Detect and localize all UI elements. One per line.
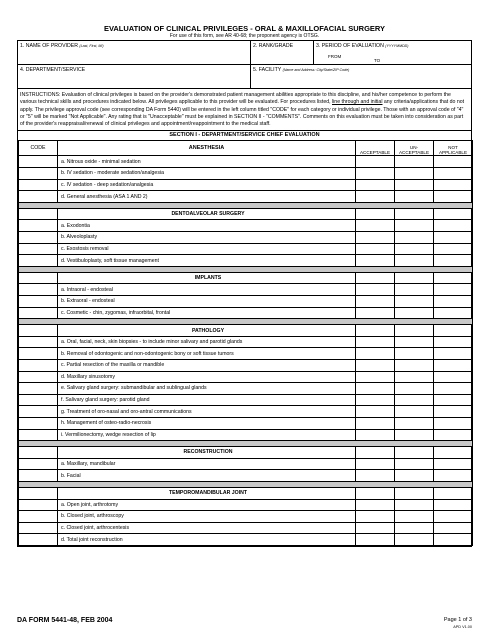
code-cell[interactable]: [19, 168, 58, 180]
acceptable-checkbox[interactable]: [356, 487, 395, 499]
not-applicable-checkbox[interactable]: [434, 232, 473, 244]
privilege-row: [19, 243, 473, 255]
acceptable-checkbox[interactable]: [356, 325, 395, 337]
code-cell[interactable]: [19, 348, 58, 360]
unacceptable-checkbox[interactable]: [395, 447, 434, 459]
unacceptable-checkbox[interactable]: [395, 336, 434, 348]
unacceptable-checkbox[interactable]: [395, 284, 434, 296]
privilege-label: b. Closed joint, arthroscopy: [58, 511, 356, 523]
version-label: APD V1.00: [453, 625, 472, 629]
not-applicable-checkbox[interactable]: [434, 487, 473, 499]
not-applicable-checkbox[interactable]: [434, 383, 473, 395]
acceptable-checkbox[interactable]: [356, 394, 395, 406]
privilege-row: [19, 255, 473, 267]
privilege-label: a. Oral, facial, neck, skin biopsies - to include minor salivary and parotid glands: [58, 336, 356, 348]
acceptable-checkbox[interactable]: [356, 284, 395, 296]
acceptable-checkbox[interactable]: [356, 417, 395, 429]
privilege-row: [19, 232, 473, 244]
unacceptable-checkbox[interactable]: [395, 348, 434, 360]
form-page: [17, 25, 472, 547]
not-applicable-checkbox[interactable]: [434, 429, 473, 441]
acceptable-checkbox[interactable]: [356, 371, 395, 383]
not-applicable-checkbox[interactable]: [434, 522, 473, 534]
form-footer: [17, 617, 472, 629]
privilege-row: [19, 470, 473, 482]
acceptable-checkbox[interactable]: [356, 429, 395, 441]
unacceptable-checkbox[interactable]: [395, 534, 434, 546]
unacceptable-checkbox[interactable]: [395, 458, 434, 470]
category-header-row: [19, 447, 473, 459]
privilege-label: c. IV sedation - deep sedation/analgesia: [58, 179, 356, 191]
unacceptable-checkbox[interactable]: [395, 371, 434, 383]
category-code-cell[interactable]: [19, 325, 58, 337]
privilege-row: [19, 534, 473, 546]
privilege-label: d. Maxillary sinusotomy: [58, 371, 356, 383]
privilege-row: [19, 394, 473, 406]
unacceptable-checkbox[interactable]: [395, 499, 434, 511]
not-applicable-checkbox[interactable]: [434, 255, 473, 267]
code-cell[interactable]: [19, 406, 58, 418]
acceptable-checkbox[interactable]: [356, 243, 395, 255]
category-header: RECONSTRUCTION: [58, 447, 356, 459]
privilege-label: a. Exodontia: [58, 220, 356, 232]
unacceptable-checkbox[interactable]: [395, 191, 434, 203]
unacceptable-checkbox[interactable]: [395, 255, 434, 267]
privilege-label: d. Total joint reconstruction: [58, 534, 356, 546]
not-applicable-checkbox[interactable]: [434, 447, 473, 459]
unacceptable-checkbox[interactable]: [395, 406, 434, 418]
privilege-label: b. Alveoloplasty: [58, 232, 356, 244]
code-cell[interactable]: [19, 255, 58, 267]
privilege-row: [19, 191, 473, 203]
not-applicable-checkbox[interactable]: [434, 243, 473, 255]
not-applicable-checkbox[interactable]: [434, 394, 473, 406]
unacceptable-checkbox[interactable]: [395, 156, 434, 168]
privilege-label: a. Open joint, arthrotomy: [58, 499, 356, 511]
privilege-label: c. Exostosis removal: [58, 243, 356, 255]
acceptable-checkbox[interactable]: [356, 179, 395, 191]
category-header: IMPLANTS: [58, 272, 356, 284]
acceptable-checkbox[interactable]: [356, 359, 395, 371]
privilege-label: b. Facial: [58, 470, 356, 482]
category-code-cell[interactable]: [19, 487, 58, 499]
code-cell[interactable]: [19, 534, 58, 546]
privilege-label: a. Nitrous oxide - minimal sedation: [58, 156, 356, 168]
code-cell[interactable]: [19, 511, 58, 523]
acceptable-checkbox[interactable]: [356, 296, 395, 308]
not-applicable-checkbox[interactable]: [434, 191, 473, 203]
code-cell[interactable]: [19, 191, 58, 203]
category-header: ANESTHESIA: [58, 141, 356, 156]
not-applicable-checkbox[interactable]: [434, 168, 473, 180]
unacceptable-checkbox[interactable]: [395, 208, 434, 220]
category-header-row: [19, 272, 473, 284]
category-code-cell[interactable]: [19, 447, 58, 459]
category-header: DENTOALVEOLAR SURGERY: [58, 208, 356, 220]
form-body: [17, 40, 472, 547]
acceptable-checkbox[interactable]: [356, 208, 395, 220]
acceptable-checkbox[interactable]: [356, 470, 395, 482]
unacceptable-checkbox[interactable]: [395, 179, 434, 191]
not-applicable-checkbox[interactable]: [434, 470, 473, 482]
unacceptable-checkbox[interactable]: [395, 243, 434, 255]
privilege-row: [19, 511, 473, 523]
privilege-row: [19, 383, 473, 395]
code-cell[interactable]: [19, 156, 58, 168]
code-cell[interactable]: [19, 383, 58, 395]
facility-field[interactable]: 5. FACILITY (Name and Address: City/State/ZIP Code): [253, 67, 350, 73]
category-code-cell[interactable]: [19, 272, 58, 284]
evaluation-period-field[interactable]: 3. PERIOD OF EVALUATION (YYYYMMDD) FROM TO: [316, 43, 409, 63]
privilege-label: d. Vestibuloplasty, soft tissue management: [58, 255, 356, 267]
code-cell[interactable]: [19, 284, 58, 296]
privilege-label: h. Management of osteo-radio-necrosis: [58, 417, 356, 429]
not-applicable-checkbox[interactable]: [434, 156, 473, 168]
code-cell[interactable]: [19, 522, 58, 534]
privilege-row: [19, 179, 473, 191]
category-header-row: [19, 487, 473, 499]
category-header: TEMPOROMANDIBULAR JOINT: [58, 487, 356, 499]
privilege-row: [19, 296, 473, 308]
acceptable-checkbox[interactable]: [356, 522, 395, 534]
code-cell[interactable]: [19, 417, 58, 429]
not-applicable-column-header: NOT APPLICABLE: [434, 141, 473, 156]
code-cell[interactable]: [19, 458, 58, 470]
privilege-row: [19, 336, 473, 348]
rank-grade-field[interactable]: 2. RANK/GRADE: [251, 41, 314, 64]
not-applicable-checkbox[interactable]: [434, 511, 473, 523]
acceptable-checkbox[interactable]: [356, 220, 395, 232]
not-applicable-checkbox[interactable]: [434, 417, 473, 429]
form-title: EVALUATION OF CLINICAL PRIVILEGES - ORAL & MAXILLOFACIAL SURGERY: [103, 24, 386, 33]
code-cell[interactable]: [19, 179, 58, 191]
not-applicable-checkbox[interactable]: [434, 348, 473, 360]
unacceptable-checkbox[interactable]: [395, 522, 434, 534]
code-cell[interactable]: [19, 296, 58, 308]
not-applicable-checkbox[interactable]: [434, 179, 473, 191]
privilege-row: [19, 168, 473, 180]
privilege-label: b. IV sedation - moderate sedation/analgesia: [58, 168, 356, 180]
privilege-row: [19, 284, 473, 296]
code-column-header: CODE: [19, 141, 58, 156]
not-applicable-checkbox[interactable]: [434, 325, 473, 337]
category-code-cell[interactable]: [19, 208, 58, 220]
not-applicable-checkbox[interactable]: [434, 458, 473, 470]
acceptable-checkbox[interactable]: [356, 255, 395, 267]
acceptable-checkbox[interactable]: [356, 191, 395, 203]
unacceptable-checkbox[interactable]: [395, 296, 434, 308]
unacceptable-checkbox[interactable]: [395, 511, 434, 523]
privilege-label: i. Vermilionectomy, wedge resection of lip: [58, 429, 356, 441]
unacceptable-checkbox[interactable]: [395, 307, 434, 319]
privilege-row: [19, 156, 473, 168]
code-cell[interactable]: [19, 499, 58, 511]
privilege-label: e. Salivary gland surgery: submandibular and sublingual glands: [58, 383, 356, 395]
code-cell[interactable]: [19, 220, 58, 232]
acceptable-checkbox[interactable]: [356, 458, 395, 470]
category-header-row: [19, 208, 473, 220]
acceptable-column-header: ACCEPTABLE: [356, 141, 395, 156]
privilege-label: a. Intraoral - endosteal: [58, 284, 356, 296]
privilege-label: d. General anesthesia (ASA 1 AND 2): [58, 191, 356, 203]
code-cell[interactable]: [19, 232, 58, 244]
privilege-row: [19, 348, 473, 360]
privilege-row: [19, 429, 473, 441]
unacceptable-checkbox[interactable]: [395, 325, 434, 337]
code-cell[interactable]: [19, 243, 58, 255]
form-subtitle: For use of this form, see AR 40-68; the proponent agency is OTSG.: [169, 33, 320, 39]
not-applicable-checkbox[interactable]: [434, 534, 473, 546]
unacceptable-checkbox[interactable]: [395, 383, 434, 395]
code-cell[interactable]: [19, 307, 58, 319]
acceptable-checkbox[interactable]: [356, 383, 395, 395]
not-applicable-checkbox[interactable]: [434, 406, 473, 418]
privilege-row: [19, 359, 473, 371]
unacceptable-checkbox[interactable]: [395, 470, 434, 482]
privilege-label: c. Partial resection of the maxilla or mandible: [58, 359, 356, 371]
unacceptable-checkbox[interactable]: [395, 417, 434, 429]
not-applicable-checkbox[interactable]: [434, 284, 473, 296]
not-applicable-checkbox[interactable]: [434, 371, 473, 383]
not-applicable-checkbox[interactable]: [434, 307, 473, 319]
not-applicable-checkbox[interactable]: [434, 220, 473, 232]
unacceptable-checkbox[interactable]: [395, 232, 434, 244]
not-applicable-checkbox[interactable]: [434, 499, 473, 511]
privilege-label: c. Cosmetic - chin, zygomas, infraorbital, frontal: [58, 307, 356, 319]
category-header: PATHOLOGY: [58, 325, 356, 337]
code-cell[interactable]: [19, 359, 58, 371]
acceptable-checkbox[interactable]: [356, 156, 395, 168]
not-applicable-checkbox[interactable]: [434, 359, 473, 371]
category-header-row: [19, 325, 473, 337]
acceptable-checkbox[interactable]: [356, 447, 395, 459]
acceptable-checkbox[interactable]: [356, 307, 395, 319]
code-cell[interactable]: [19, 429, 58, 441]
code-cell[interactable]: [19, 371, 58, 383]
privilege-label: c. Closed joint, arthrocentesis: [58, 522, 356, 534]
privilege-label: f. Salivary gland surgery: parotid gland: [58, 394, 356, 406]
acceptable-checkbox[interactable]: [356, 499, 395, 511]
not-applicable-checkbox[interactable]: [434, 208, 473, 220]
not-applicable-checkbox[interactable]: [434, 272, 473, 284]
evaluation-table: [18, 140, 473, 545]
acceptable-checkbox[interactable]: [356, 348, 395, 360]
provider-name-field[interactable]: 1. NAME OF PROVIDER (Last, First, MI): [18, 41, 251, 64]
unacceptable-checkbox[interactable]: [395, 429, 434, 441]
acceptable-checkbox[interactable]: [356, 406, 395, 418]
privilege-row: [19, 220, 473, 232]
unacceptable-checkbox[interactable]: [395, 359, 434, 371]
acceptable-checkbox[interactable]: [356, 232, 395, 244]
from-label: FROM: [328, 54, 342, 59]
unacceptable-column-header: UN-ACCEPTABLE: [395, 141, 434, 156]
unacceptable-checkbox[interactable]: [395, 168, 434, 180]
code-cell[interactable]: [19, 470, 58, 482]
privilege-row: [19, 406, 473, 418]
to-label: TO: [374, 58, 381, 63]
unacceptable-checkbox[interactable]: [395, 272, 434, 284]
section-1-title: SECTION I - DEPARTMENT/SERVICE CHIEF EVALUATION: [18, 130, 471, 140]
instructions: INSTRUCTIONS: Evaluation of clinical privileges is based on the provider's demonstrated patient management abilities appropriate to this discipline, and his/her competence to perform the various technical skills and procedures indicated below. All privileges applicable to this provider will be evaluated. For procedures listed, line through and initial any criteria/applications that do not apply. The privilege approval code (see corresponding DA Form 5440) will be entered in the left column titled "CODE" for each category or individual privilege. Those with an approval code of "4" or "5" will be marked "Not Applicable". Any rating that is "Unacceptable" must be explained in SECTION II - "COMMENTS". Comments on this evaluation must be taken into consideration as part of the provider's reappraisal/renewal of clinical privileges and appointment/reappointment to the medical staff.: [18, 88, 471, 130]
acceptable-checkbox[interactable]: [356, 534, 395, 546]
department-field[interactable]: 4. DEPARTMENT/SERVICE: [18, 65, 251, 88]
acceptable-checkbox[interactable]: [356, 336, 395, 348]
not-applicable-checkbox[interactable]: [434, 336, 473, 348]
acceptable-checkbox[interactable]: [356, 272, 395, 284]
privilege-label: b. Extraoral - endosteal: [58, 296, 356, 308]
privilege-label: g. Treatment of oro-nasal and oro-antral communications: [58, 406, 356, 418]
privilege-row: [19, 417, 473, 429]
unacceptable-checkbox[interactable]: [395, 394, 434, 406]
acceptable-checkbox[interactable]: [356, 511, 395, 523]
privilege-label: a. Maxillary, mandibular: [58, 458, 356, 470]
not-applicable-checkbox[interactable]: [434, 296, 473, 308]
privilege-row: [19, 307, 473, 319]
privilege-row: [19, 458, 473, 470]
code-cell[interactable]: [19, 336, 58, 348]
page-number: Page 1 of 3: [443, 617, 472, 623]
privilege-row: [19, 499, 473, 511]
acceptable-checkbox[interactable]: [356, 168, 395, 180]
code-cell[interactable]: [19, 394, 58, 406]
privilege-row: [19, 522, 473, 534]
privilege-label: b. Removal of odontogenic and non-odontogenic bony or soft tissue tumors: [58, 348, 356, 360]
form-number: DA FORM 5441-48, FEB 2004: [17, 617, 113, 624]
privilege-row: [19, 371, 473, 383]
unacceptable-checkbox[interactable]: [395, 220, 434, 232]
unacceptable-checkbox[interactable]: [395, 487, 434, 499]
